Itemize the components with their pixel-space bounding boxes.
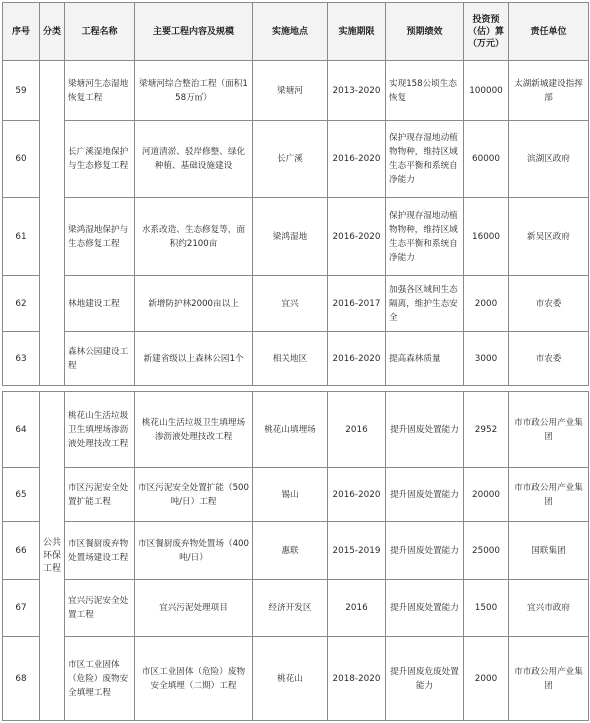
cell-name: 长广溪湿地保护与生态修复工程: [65, 121, 135, 198]
cell-name: 梁塘河生态湿地恢复工程: [65, 61, 135, 121]
cell-content: 市区工业固体（危险）废物安全填埋（二期）工程: [135, 637, 253, 721]
cell-investment: 2000: [464, 637, 509, 721]
table-row: [3, 276, 589, 332]
cell-location: 长广溪: [253, 121, 328, 198]
cell-performance: 加强各区域间生态隔离，维护生态安全: [386, 276, 464, 332]
cell-seq: 68: [3, 637, 40, 721]
cell-location: 宜兴: [253, 276, 328, 332]
header-name: 工程名称: [65, 3, 135, 61]
cell-period: 2016: [328, 392, 386, 468]
cell-location: 桃花山: [253, 637, 328, 721]
header-investment: 投资预（估）算（万元）: [464, 3, 509, 61]
cell-investment: 2952: [464, 392, 509, 468]
cell-name: 市区工业固体（危险）废物安全填埋工程: [65, 637, 135, 721]
header-location: 实施地点: [253, 3, 328, 61]
cell-performance: 提升固废处置能力: [386, 522, 464, 580]
table-row: [3, 637, 589, 721]
cell-period: 2016-2020: [328, 468, 386, 522]
cell-location: 梁塘河: [253, 61, 328, 121]
header-seq: 序号: [3, 3, 40, 61]
cell-unit: 市市政公用产业集团: [509, 392, 589, 468]
cell-location: 惠联: [253, 522, 328, 580]
cell-investment: 25000: [464, 522, 509, 580]
cell-name: 宜兴污泥安全处置工程: [65, 580, 135, 637]
cell-unit: 新吴区政府: [509, 198, 589, 276]
cell-content: 新建省级以上森林公园1个: [135, 332, 253, 386]
cell-unit: 市农委: [509, 276, 589, 332]
cell-content: 河道清淤、驳岸修整、绿化种植、基础设施建设: [135, 121, 253, 198]
cell-unit: 国联集团: [509, 522, 589, 580]
cell-location: 经济开发区: [253, 580, 328, 637]
table-row: [3, 198, 589, 276]
project-table-top: [2, 2, 589, 386]
cell-content: 宜兴污泥处理项目: [135, 580, 253, 637]
cell-unit: 滨湖区政府: [509, 121, 589, 198]
cell-investment: 20000: [464, 468, 509, 522]
cell-seq: 60: [3, 121, 40, 198]
header-category: 分类: [40, 3, 65, 61]
cell-unit: 太湖新城建设指挥部: [509, 61, 589, 121]
cell-period: 2016: [328, 580, 386, 637]
cell-period: 2016-2017: [328, 276, 386, 332]
table-row: [3, 392, 589, 468]
cell-seq: 64: [3, 392, 40, 468]
table-row: [3, 522, 589, 580]
cell-investment: 16000: [464, 198, 509, 276]
table-row: [3, 121, 589, 198]
cell-period: 2016-2020: [328, 198, 386, 276]
cell-name: 市区餐厨废弃物处置场建设工程: [65, 522, 135, 580]
cell-seq: 65: [3, 468, 40, 522]
table-row: [3, 468, 589, 522]
cell-performance: 实现158公顷生态恢复: [386, 61, 464, 121]
cell-seq: 61: [3, 198, 40, 276]
cell-unit: 市农委: [509, 332, 589, 386]
cell-performance: 保护现存湿地动植物物种，维持区域生态平衡和系统自净能力: [386, 198, 464, 276]
cell-period: 2016-2020: [328, 332, 386, 386]
cell-category: [40, 61, 65, 386]
cell-performance: 提升固废处置能力: [386, 392, 464, 468]
cell-seq: 66: [3, 522, 40, 580]
cell-performance: 提升固废处置能力: [386, 580, 464, 637]
cell-seq: 63: [3, 332, 40, 386]
cell-performance: 提升固废危废处置能力: [386, 637, 464, 721]
table-row: [3, 332, 589, 386]
cell-seq: 67: [3, 580, 40, 637]
cell-location: 梁鸿湿地: [253, 198, 328, 276]
cell-name: 市区污泥安全处置扩能工程: [65, 468, 135, 522]
cell-period: 2015-2019: [328, 522, 386, 580]
header-unit: 责任单位: [509, 3, 589, 61]
header-period: 实施期限: [328, 3, 386, 61]
cell-investment: 60000: [464, 121, 509, 198]
header-row: [3, 3, 589, 61]
cell-content: 市区餐厨废弃物处置场（400吨/日）: [135, 522, 253, 580]
cell-unit: 宜兴市政府: [509, 580, 589, 637]
table-row: [3, 580, 589, 637]
cell-performance: 提升固废处置能力: [386, 468, 464, 522]
cell-name: 桃花山生活垃圾卫生填埋场渗沥液处理技改工程: [65, 392, 135, 468]
cell-name: 梁鸿湿地保护与生态修复工程: [65, 198, 135, 276]
cell-investment: 3000: [464, 332, 509, 386]
cell-period: 2016-2020: [328, 121, 386, 198]
cell-location: 锡山: [253, 468, 328, 522]
cell-name: 林地建设工程: [65, 276, 135, 332]
cell-location: 桃花山填埋场: [253, 392, 328, 468]
cell-unit: 市市政公用产业集团: [509, 468, 589, 522]
table-row: [3, 61, 589, 121]
cell-content: 市区污泥安全处置扩能（500吨/日）工程: [135, 468, 253, 522]
cell-content: 桃花山生活垃圾卫生填埋场渗沥液处理技改工程: [135, 392, 253, 468]
header-performance: 预期绩效: [386, 3, 464, 61]
cell-period: 2013-2020: [328, 61, 386, 121]
cell-seq: 62: [3, 276, 40, 332]
cell-seq: 59: [3, 61, 40, 121]
cell-performance: 保护现存湿地动植物物种，维持区域生态平衡和系统自净能力: [386, 121, 464, 198]
cell-performance: 提高森林质量: [386, 332, 464, 386]
cell-content: 梁塘河综合整治工程（面积158万㎡）: [135, 61, 253, 121]
cell-investment: 100000: [464, 61, 509, 121]
cell-unit: 市市政公用产业集团: [509, 637, 589, 721]
project-table-bottom: [2, 391, 589, 721]
header-content: 主要工程内容及规模: [135, 3, 253, 61]
cell-period: 2018-2020: [328, 637, 386, 721]
cell-content: 水系改造、生态修复等，面积约2100亩: [135, 198, 253, 276]
cell-investment: 2000: [464, 276, 509, 332]
cell-name: 森林公园建设工程: [65, 332, 135, 386]
cell-content: 新增防护林2000亩以上: [135, 276, 253, 332]
cell-location: 相关地区: [253, 332, 328, 386]
cell-investment: 1500: [464, 580, 509, 637]
cell-category: 公共环保工程: [40, 392, 65, 721]
